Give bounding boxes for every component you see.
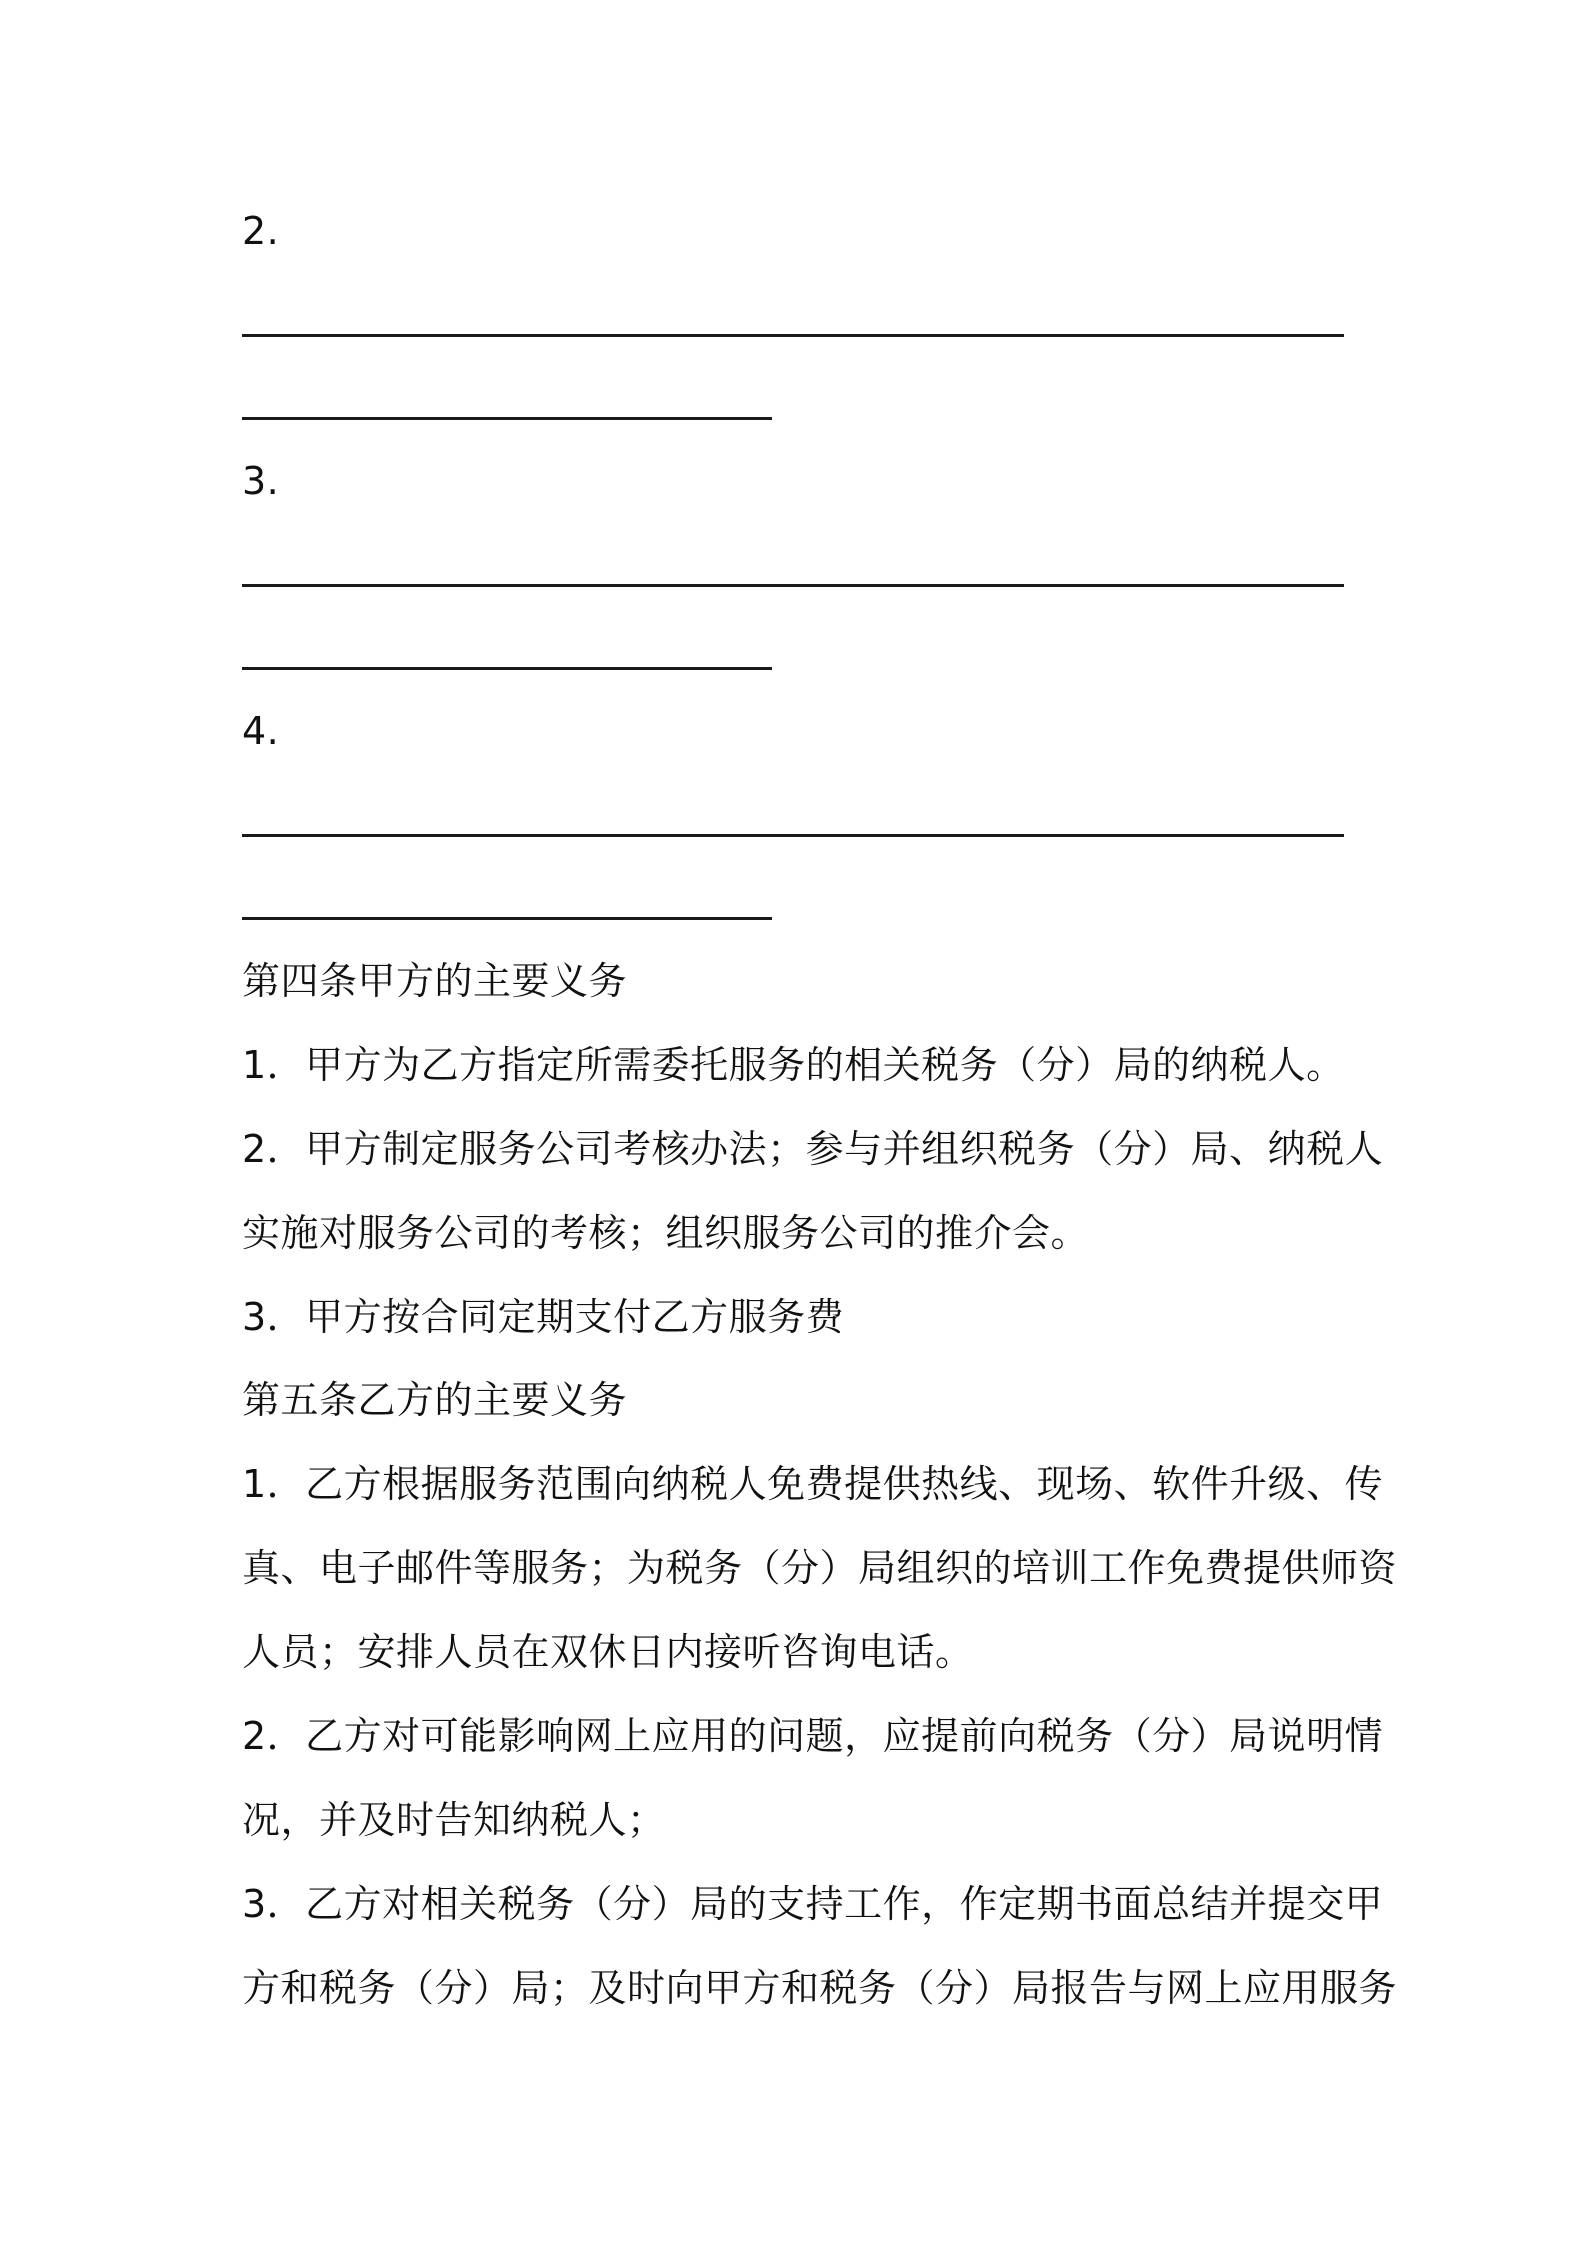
paragraph-line: 方和税务（分）局；及时向甲方和税务（分）局报告与网上应用服务	[242, 1966, 1398, 2010]
paragraph-line: 2．甲方制定服务公司考核办法；参与并组织税务（分）局、纳税人	[242, 1127, 1384, 1171]
paragraph-line: 1．乙方根据服务范围向纳税人免费提供热线、现场、软件升级、传	[242, 1462, 1384, 1506]
paragraph-line: 况，并及时告知纳税人；	[242, 1798, 666, 1842]
blank-fill-line	[242, 917, 772, 920]
item-number: 2.	[242, 209, 280, 253]
paragraph-line: 实施对服务公司的考核；组织服务公司的推介会。	[242, 1211, 1090, 1255]
article-heading: 第四条甲方的主要义务	[242, 959, 628, 1003]
article-heading: 第五条乙方的主要义务	[242, 1378, 628, 1422]
item-number: 4.	[242, 709, 280, 753]
item-number: 3.	[242, 459, 280, 503]
paragraph-line: 人员；安排人员在双休日内接听咨询电话。	[242, 1630, 974, 1674]
blank-fill-line	[242, 584, 1344, 587]
blank-fill-line	[242, 667, 772, 670]
paragraph-line: 1．甲方为乙方指定所需委托服务的相关税务（分）局的纳税人。	[242, 1043, 1345, 1087]
paragraph-line: 2．乙方对可能影响网上应用的问题，应提前向税务（分）局说明情	[242, 1714, 1384, 1758]
blank-fill-line	[242, 334, 1344, 337]
paragraph-line: 3．乙方对相关税务（分）局的支持工作，作定期书面总结并提交甲	[242, 1882, 1384, 1926]
paragraph-line: 真、电子邮件等服务；为税务（分）局组织的培训工作免费提供师资	[242, 1546, 1398, 1590]
paragraph-line: 3．甲方按合同定期支付乙方服务费	[242, 1295, 845, 1339]
blank-fill-line	[242, 834, 1344, 837]
blank-fill-line	[242, 417, 772, 420]
